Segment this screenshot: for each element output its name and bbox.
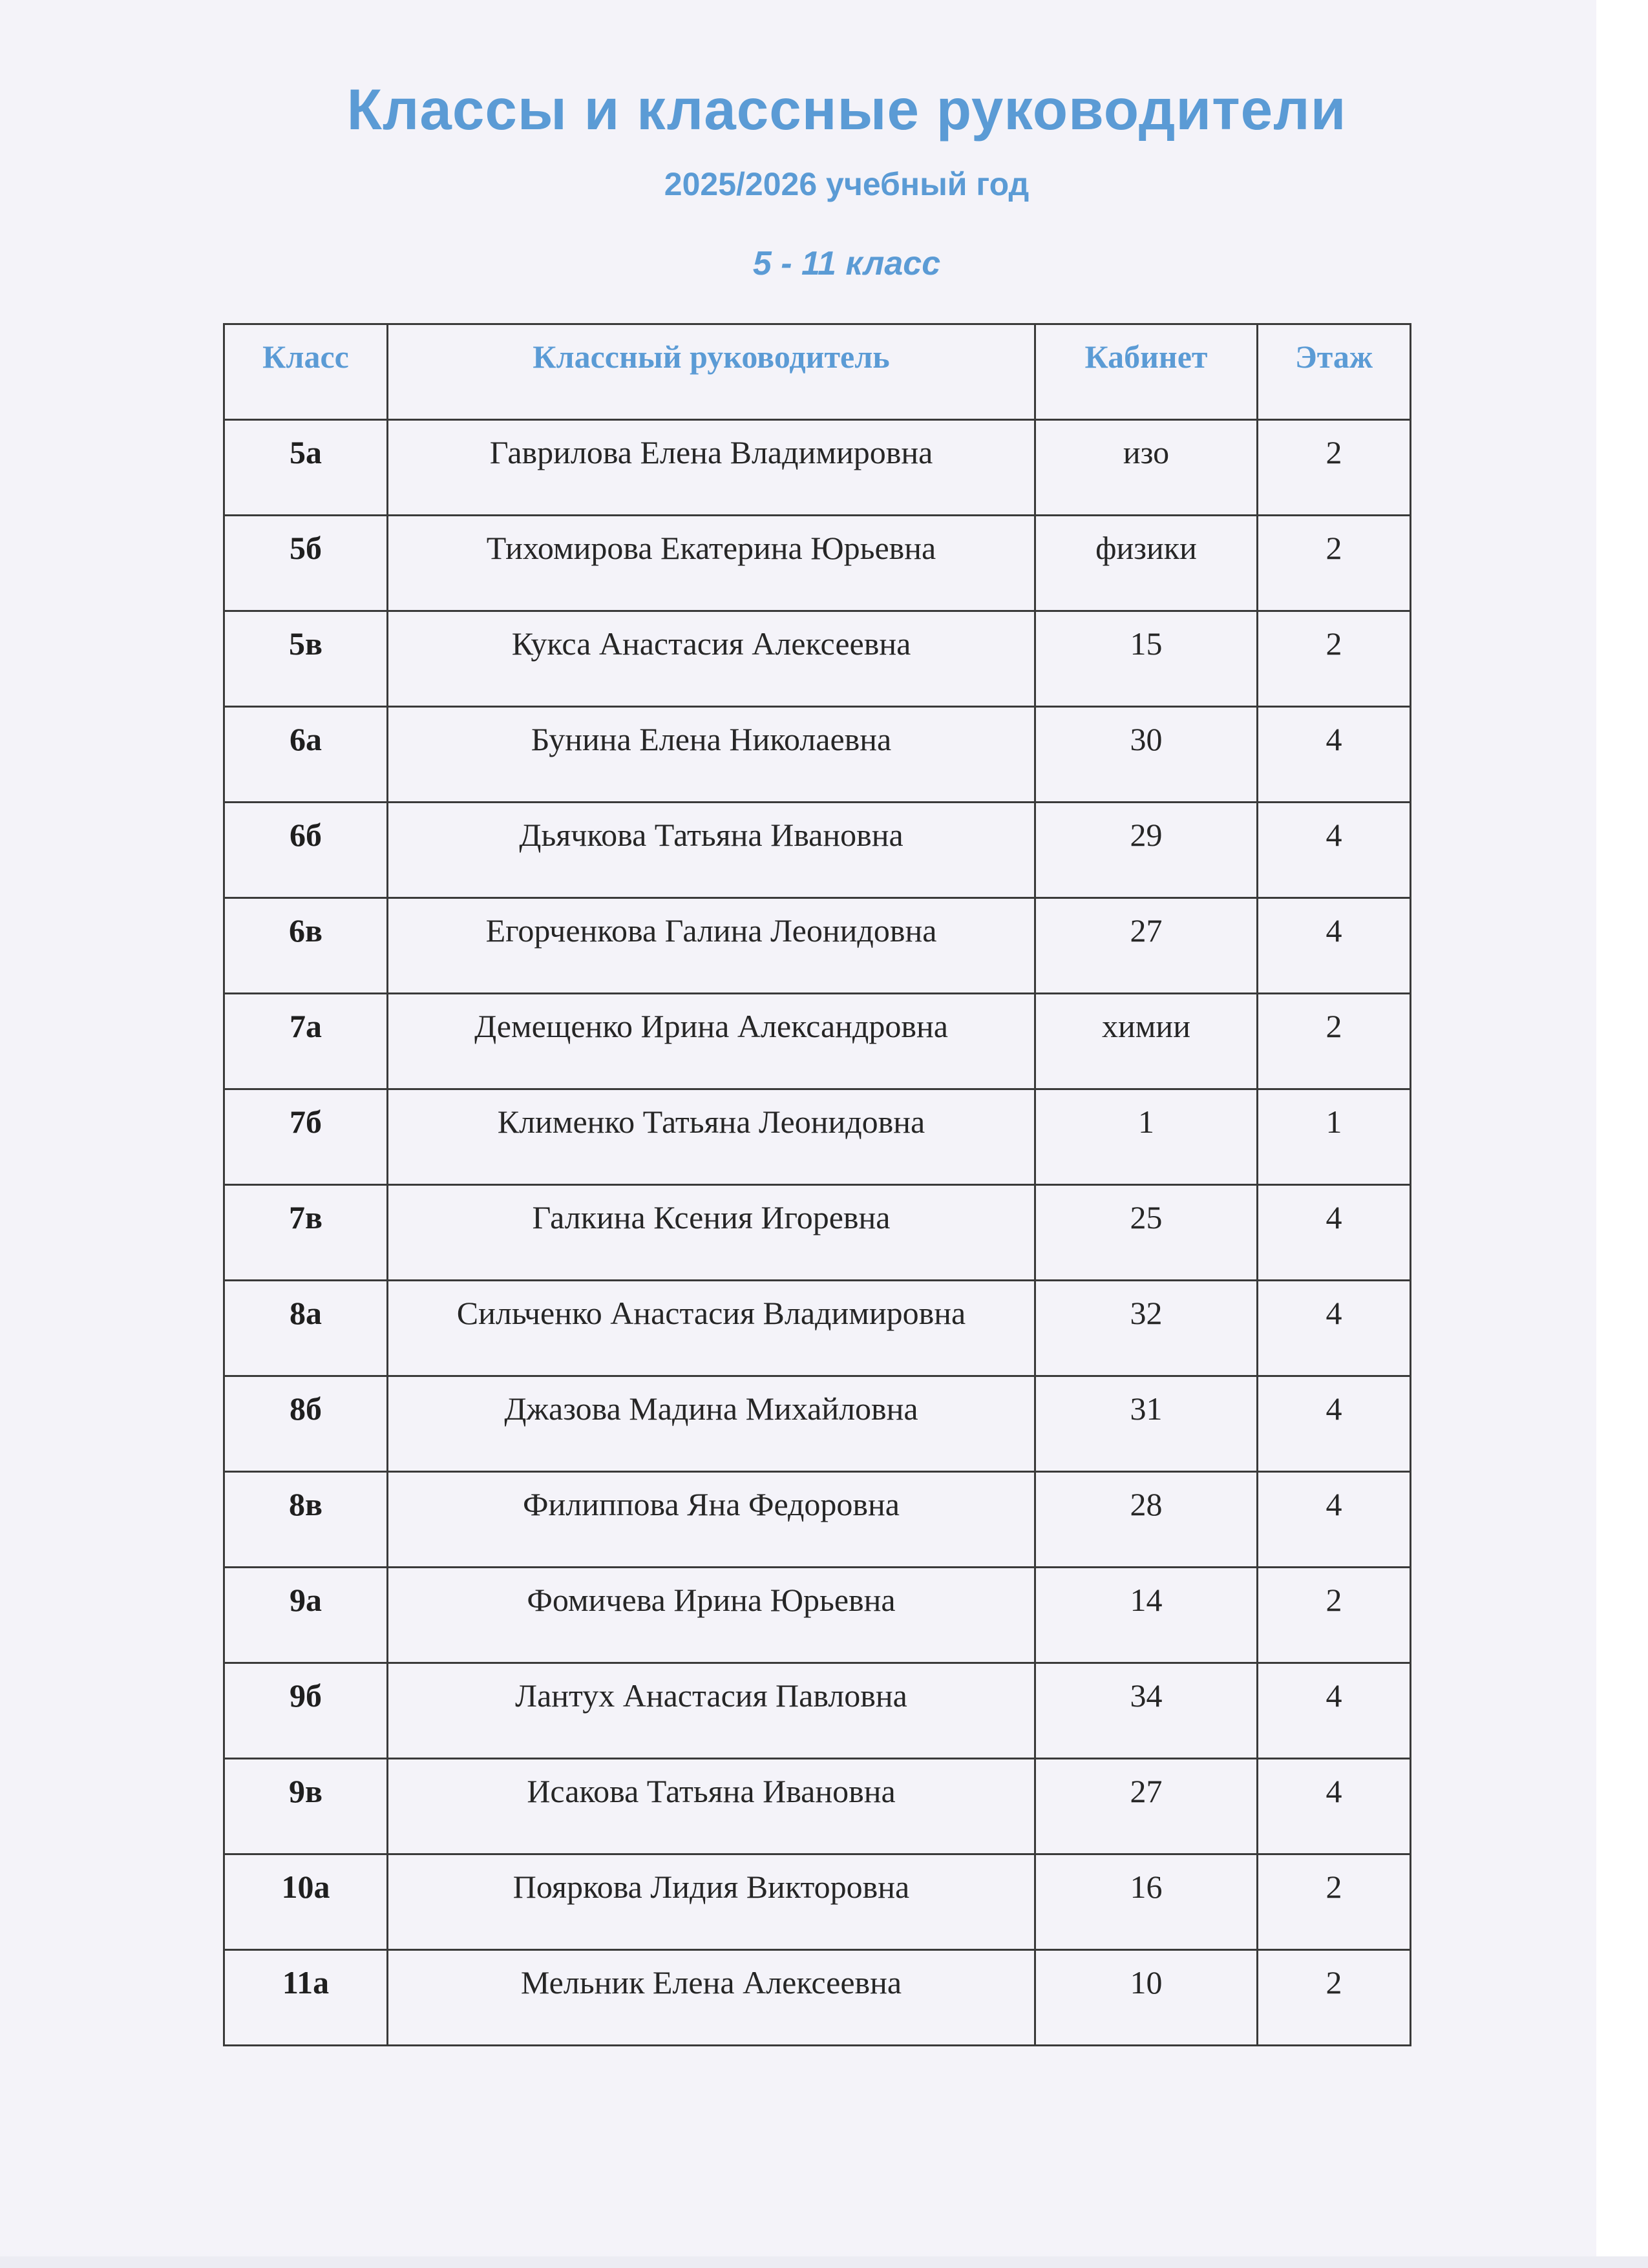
class-cell: 10а <box>224 1854 388 1950</box>
teacher-cell: Фомичева Ирина Юрьевна <box>388 1568 1035 1663</box>
table-row <box>224 1950 1411 2046</box>
teacher-cell: Кукса Анастасия Алексеевна <box>388 611 1035 707</box>
room-cell: 15 <box>1035 611 1258 707</box>
table-row <box>224 1376 1411 1472</box>
room-cell: 29 <box>1035 803 1258 898</box>
class-cell: 6в <box>224 898 388 994</box>
room-cell: 28 <box>1035 1472 1258 1568</box>
class-cell: 11а <box>224 1950 388 2046</box>
floor-cell: 2 <box>1258 994 1411 1089</box>
room-cell: 32 <box>1035 1281 1258 1376</box>
floor-cell: 2 <box>1258 1854 1411 1950</box>
table-row <box>224 1089 1411 1185</box>
table-row <box>224 994 1411 1089</box>
floor-cell: 2 <box>1258 420 1411 516</box>
teacher-cell: Дьячкова Татьяна Ивановна <box>388 803 1035 898</box>
teacher-cell: Гаврилова Елена Владимировна <box>388 420 1035 516</box>
floor-cell: 4 <box>1258 898 1411 994</box>
floor-cell: 1 <box>1258 1089 1411 1185</box>
table-row <box>224 898 1411 994</box>
table-row <box>224 707 1411 803</box>
teacher-cell: Мельник Елена Алексеевна <box>388 1950 1035 2046</box>
teacher-cell: Бунина Елена Николаевна <box>388 707 1035 803</box>
class-cell: 9в <box>224 1759 388 1854</box>
floor-cell: 2 <box>1258 516 1411 611</box>
class-cell: 8а <box>224 1281 388 1376</box>
table-row <box>224 803 1411 898</box>
scan-shadow <box>0 2256 1648 2268</box>
teacher-cell: Джазова Мадина Михайловна <box>388 1376 1035 1472</box>
class-cell: 8б <box>224 1376 388 1472</box>
room-cell: 34 <box>1035 1663 1258 1759</box>
class-cell: 5а <box>224 420 388 516</box>
floor-cell: 4 <box>1258 1185 1411 1281</box>
room-cell: 27 <box>1035 1759 1258 1854</box>
floor-cell: 4 <box>1258 1663 1411 1759</box>
floor-cell: 4 <box>1258 1759 1411 1854</box>
class-cell: 9а <box>224 1568 388 1663</box>
class-cell: 7в <box>224 1185 388 1281</box>
class-cell: 8в <box>224 1472 388 1568</box>
table-row <box>224 516 1411 611</box>
floor-cell: 2 <box>1258 1568 1411 1663</box>
teacher-cell: Демещенко Ирина Александровна <box>388 994 1035 1089</box>
class-cell: 6б <box>224 803 388 898</box>
column-header-class: Класс <box>224 324 388 420</box>
table-row <box>224 420 1411 516</box>
column-header-teacher: Классный руководитель <box>388 324 1035 420</box>
teacher-cell: Сильченко Анастасия Владимировна <box>388 1281 1035 1376</box>
scan-edge <box>1596 0 1648 2268</box>
floor-cell: 4 <box>1258 803 1411 898</box>
room-cell: 1 <box>1035 1089 1258 1185</box>
page-title: Классы и классные руководители <box>346 77 1347 142</box>
class-cell: 6а <box>224 707 388 803</box>
room-cell: 25 <box>1035 1185 1258 1281</box>
floor-cell: 4 <box>1258 1376 1411 1472</box>
teacher-cell: Тихомирова Екатерина Юрьевна <box>388 516 1035 611</box>
school-year: 2025/2026 учебный год <box>664 166 1030 202</box>
room-cell: 14 <box>1035 1568 1258 1663</box>
room-cell: 16 <box>1035 1854 1258 1950</box>
column-header-room: Кабинет <box>1035 324 1258 420</box>
class-cell: 5б <box>224 516 388 611</box>
teacher-cell: Лантух Анастасия Павловна <box>388 1663 1035 1759</box>
class-cell: 7а <box>224 994 388 1089</box>
room-cell: 27 <box>1035 898 1258 994</box>
floor-cell: 4 <box>1258 1472 1411 1568</box>
class-cell: 5в <box>224 611 388 707</box>
teacher-cell: Егорченкова Галина Леонидовна <box>388 898 1035 994</box>
teacher-cell: Галкина Ксения Игоревна <box>388 1185 1035 1281</box>
room-cell: 10 <box>1035 1950 1258 2046</box>
column-header-floor: Этаж <box>1258 324 1411 420</box>
class-teacher-table <box>223 323 1411 2046</box>
table-row <box>224 1472 1411 1568</box>
header-row <box>224 324 1411 420</box>
floor-cell: 2 <box>1258 1950 1411 2046</box>
floor-cell: 4 <box>1258 707 1411 803</box>
table-row <box>224 1759 1411 1854</box>
class-cell: 7б <box>224 1089 388 1185</box>
teacher-cell: Пояркова Лидия Викторовна <box>388 1854 1035 1950</box>
table-row <box>224 1568 1411 1663</box>
table-row <box>224 611 1411 707</box>
table-row <box>224 1663 1411 1759</box>
grade-range: 5 - 11 класс <box>752 245 941 282</box>
table-row <box>224 1185 1411 1281</box>
teacher-cell: Филиппова Яна Федоровна <box>388 1472 1035 1568</box>
table-header <box>224 324 1411 420</box>
floor-cell: 2 <box>1258 611 1411 707</box>
room-cell: физики <box>1035 516 1258 611</box>
room-cell: 31 <box>1035 1376 1258 1472</box>
floor-cell: 4 <box>1258 1281 1411 1376</box>
teacher-cell: Клименко Татьяна Леонидовна <box>388 1089 1035 1185</box>
table-row <box>224 1854 1411 1950</box>
table-row <box>224 1281 1411 1376</box>
table-body <box>224 420 1411 2046</box>
room-cell: 30 <box>1035 707 1258 803</box>
teacher-cell: Исакова Татьяна Ивановна <box>388 1759 1035 1854</box>
room-cell: изо <box>1035 420 1258 516</box>
room-cell: химии <box>1035 994 1258 1089</box>
class-cell: 9б <box>224 1663 388 1759</box>
